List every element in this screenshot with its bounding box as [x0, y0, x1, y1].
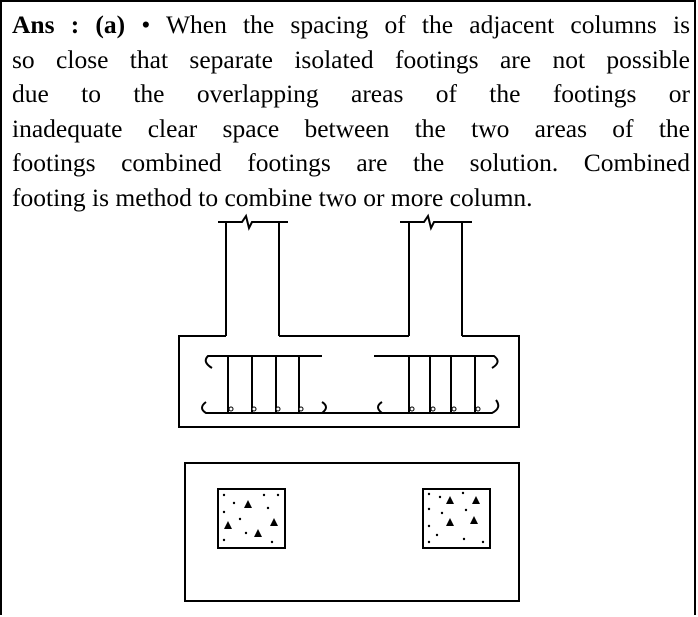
- top-rebar-right: [374, 356, 498, 368]
- answer-line-6: footing is method to combine two or more column.: [12, 182, 533, 212]
- right-column: [400, 216, 472, 336]
- answer-line-2: so close that separate isolated footings are not possible: [12, 44, 690, 74]
- pedestal-texture: [223, 492, 484, 543]
- left-column: [218, 216, 288, 336]
- answer-line-1-text: When the spacing of the adjacent columns is: [165, 10, 690, 39]
- combined-footing-figure: [2, 2, 698, 617]
- answer-line-5: footings combined footings are the solution. Combined: [12, 148, 690, 177]
- elevation-view: [179, 216, 519, 427]
- left-column-pedestal: [218, 489, 285, 548]
- bullet: •: [141, 10, 151, 39]
- plan-view: [185, 463, 519, 601]
- answer-line-3: due to the overlapping areas of the footings or: [12, 79, 690, 108]
- footing-slab-plan: [185, 463, 519, 601]
- left-stirrups: [228, 356, 299, 413]
- right-column-pedestal: [423, 489, 490, 548]
- answer-label: Ans : (a): [12, 10, 126, 39]
- right-stirrups: [409, 356, 475, 413]
- answer-line-4: inadequate clear space between the two areas of the: [12, 113, 690, 143]
- top-rebar-left: [206, 356, 322, 368]
